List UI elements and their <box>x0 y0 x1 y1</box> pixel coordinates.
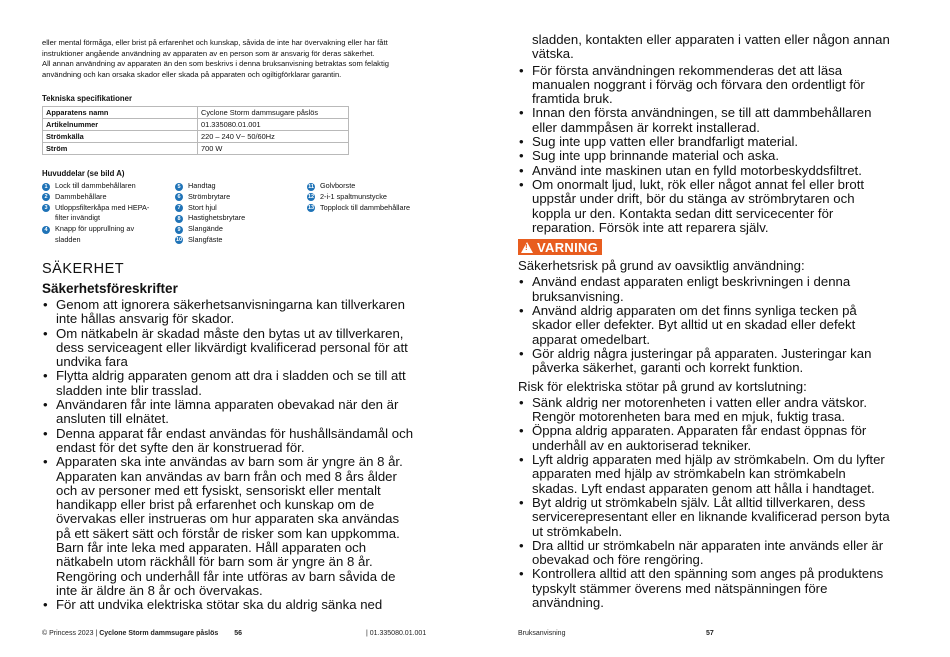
list-item-line: • Använd aldrig apparaten om det finns synliga tecken på <box>532 303 857 319</box>
part-label: Hastighetsbrytare <box>188 213 246 223</box>
number-badge: 6 <box>175 193 183 201</box>
part-label: Handtag <box>188 181 216 190</box>
right-page <box>518 33 918 610</box>
list-item <box>175 181 245 192</box>
part-label: filter invändigt <box>55 213 101 223</box>
parts-list <box>42 181 442 251</box>
list-item <box>42 181 149 192</box>
list-item-continued <box>42 213 149 224</box>
list-item-line: • Användaren får inte lämna apparaten obevakad när den är <box>56 397 399 413</box>
risk-heading: Säkerhetsrisk på grund av oavsiktlig användning: <box>518 258 805 274</box>
list-item-continued <box>42 235 149 246</box>
list-item-line: • Gör aldrig några justeringar på apparaten. Justeringar kan <box>532 345 872 361</box>
list-item-line: • Byt aldrig ut strömkabeln själv. Låt alltid tillverkaren, dess <box>532 494 866 510</box>
list-item-line: övervakas eller instrueras om hur apparaten ska användas <box>56 511 400 527</box>
number-badge: 9 <box>175 226 183 234</box>
list-item-line: ansluten till elnätet. <box>56 411 169 427</box>
number-badge: 5 <box>175 183 183 191</box>
list-item-line: • Denna apparat får endast användas för hushållsändamål och <box>56 425 414 441</box>
spec-value: 220 – 240 V~ 50/60Hz <box>198 131 349 143</box>
list-item <box>518 496 918 539</box>
list-item-line: inte hållas ansvarig för skador. <box>56 311 235 327</box>
list-item-line: • Dra alltid ur strömkabeln när apparaten inte används eller är <box>532 537 884 553</box>
list-item-line: • Sug inte upp vatten eller brandfarligt material. <box>532 134 799 150</box>
list-item <box>175 224 245 235</box>
list-item <box>518 149 918 163</box>
list-item-line: • Lyft aldrig apparaten med hjälp av strömkabeln. Om du lyfter <box>532 452 885 468</box>
list-item-line: • Innan den första användningen, se till att dammbehållaren <box>532 105 872 121</box>
list-item <box>518 424 918 453</box>
list-item <box>518 347 918 376</box>
intro-line: All annan användning av apparaten än den som beskrivs i denna bruksanvisning betraktas som felaktig <box>42 59 389 68</box>
specs-heading: Tekniska specifikationer <box>42 94 132 103</box>
list-item <box>518 106 918 135</box>
list-item-line: dess serviceagent eller likvärdigt kvalificerad personal för att <box>56 339 408 355</box>
list-item-line: servicerepresentant eller en liknande kvalificerad person byta <box>532 509 890 525</box>
spec-key: Apparatens namn <box>43 107 198 119</box>
list-item <box>307 192 410 203</box>
intro-line: eller mental förmåga, eller brist på erfarenhet och kunskap, såvida de inte har övervakning eller har fått <box>42 38 388 47</box>
list-item <box>307 203 410 214</box>
list-item-line: undvika fara <box>56 354 128 370</box>
copyright: © Princess 2023 <box>42 630 94 637</box>
intro-paragraph <box>42 38 432 80</box>
list-item-line: skadas. Lyft endast apparaten genom att hålla i handtaget. <box>532 480 875 496</box>
list-item <box>518 453 918 496</box>
number-badge: 3 <box>42 204 50 212</box>
table-row <box>43 143 349 155</box>
list-item-line: • Flytta aldrig apparaten genom att dra i sladden och se till att <box>56 368 406 384</box>
list-item-line: användning. <box>532 594 604 610</box>
part-label: Strömbrytare <box>188 191 231 201</box>
page-number: 57 <box>706 630 714 637</box>
number-badge: 2 <box>42 193 50 201</box>
list-item-line: bruksanvisning. <box>532 288 624 304</box>
list-item <box>518 164 918 178</box>
list-item-line: Apparaten kan användas av barn från och med 8 års ålder <box>56 468 397 484</box>
list-item-line: • För att undvika elektriska stötar ska du aldrig sänka ned <box>56 597 383 613</box>
list-item <box>42 224 149 235</box>
list-item-line: • För första användningen rekommenderas det att läsa <box>532 62 843 78</box>
part-label: sladden <box>55 234 81 244</box>
part-label: Slangfäste <box>188 234 223 244</box>
footer-doc: Bruksanvisning <box>518 630 566 637</box>
list-item <box>42 327 432 370</box>
text-line: sladden, kontakten eller apparaten i vatten eller någon annan <box>532 32 890 47</box>
list-item-line: och av personer med ett fysiskt, sensoriskt eller mentalt <box>56 482 381 498</box>
separator: | <box>95 630 98 637</box>
subsection-title: Säkerhetsföreskrifter <box>42 281 178 296</box>
list-item-line: inte är äldre än 8 år och övervakas. <box>56 582 263 598</box>
product-name: Cyclone Storm dammsugare påslös <box>99 630 219 637</box>
left-page <box>42 38 432 613</box>
list-item-line: Rengör motorenheten bara med en mjuk, fuktig trasa. <box>532 409 846 425</box>
list-item <box>42 298 432 327</box>
parts-column <box>42 181 149 246</box>
intro-line: instruktioner angående användning av apparaten av en person som är ansvarig för deras säkerhet. <box>42 48 375 58</box>
continued-text <box>518 33 918 62</box>
number-badge: 10 <box>175 237 183 244</box>
list-item <box>307 181 410 192</box>
part-label: Dammbehållare <box>55 191 107 201</box>
list-item <box>42 203 149 214</box>
list-item <box>518 304 918 347</box>
list-item-line: ut strömkabeln. <box>532 523 623 539</box>
list-item-line: uppstår under drift, bör du stänga av strömbrytaren och <box>532 191 855 207</box>
list-item <box>42 192 149 203</box>
parts-column <box>175 181 245 246</box>
part-label: Stort hjul <box>188 202 217 212</box>
list-item-line: Rengöring och underhåll får inte utföras av barn såvida de <box>56 568 396 584</box>
list-item-line: på ett säkert sätt och förstår de risker som kan uppkomma. <box>56 525 400 541</box>
list-item-line: • Apparaten ska inte användas av barn som är yngre än 8 år. <box>56 454 403 470</box>
spec-value: Cyclone Storm dammsugare påslös <box>198 107 349 119</box>
list-item-line: apparaten med hjälp av strömkabeln kan strömkabeln <box>532 466 846 482</box>
list-item-line: koppla ur den. Kontakta sedan ditt servicecenter för <box>532 205 834 221</box>
number-badge: 8 <box>175 215 183 223</box>
list-item-line: • Sänk aldrig ner motorenheten i vatten eller andra vätskor. <box>532 394 868 410</box>
list-item-line: • Kontrollera alltid att den spänning som anges på produktens <box>532 566 884 582</box>
list-item-line: reparation. Försök inte att reparera själv. <box>532 219 769 235</box>
list-item <box>175 235 245 246</box>
footer-left <box>42 630 242 637</box>
text-line: vätska. <box>532 46 574 62</box>
intro-line: användning och kan orsaka skador eller skada på apparaten och ogiltigförklarar garantin. <box>42 69 342 79</box>
list-item-line: • Om onormalt ljud, lukt, rök eller något annat fel eller brott <box>532 176 865 192</box>
section-title: SÄKERHET <box>42 261 125 277</box>
table-row <box>43 119 349 131</box>
list-item-line: eller dammpåsen är korrekt installerad. <box>532 119 760 135</box>
list-item <box>42 598 432 612</box>
number-badge: 1 <box>42 183 50 191</box>
footer-article: | 01.335080.01.001 <box>366 630 427 637</box>
spec-key: Strömkälla <box>43 131 198 143</box>
safety-list <box>42 298 432 613</box>
list-item <box>42 455 432 598</box>
part-label: Topplock till dammbehållare <box>320 202 411 212</box>
specs-table <box>42 106 349 155</box>
warning-label: VARNING <box>537 240 599 256</box>
list-item <box>175 192 245 203</box>
list-item-line: • Använd inte maskinen utan en fylld motorbeskyddsfiltret. <box>532 162 862 178</box>
parts-column <box>307 181 410 213</box>
spec-key: Ström <box>43 143 198 155</box>
part-label: Golvborste <box>320 181 356 190</box>
list-item-line: obevakad och före rengöring. <box>532 552 704 568</box>
safety-list <box>518 64 918 236</box>
number-badge: 11 <box>308 183 314 190</box>
list-item <box>175 203 245 214</box>
list-item-line: underhåll av en auktoriserad tekniker. <box>532 437 752 453</box>
list-item-line: • Använd endast apparaten enligt beskrivningen i denna <box>532 274 851 290</box>
list-item-line: påverka säkerhet, garanti och korrekt funktion. <box>532 360 804 376</box>
parts-heading: Huvuddelar (se bild A) <box>42 169 125 178</box>
list-item <box>518 64 918 107</box>
list-item-line: manualen noggrant i förväg och förvara den ordentligt för <box>532 76 865 92</box>
table-row <box>43 107 349 119</box>
list-item-line: typskylt stämmer överens med nätspänningen före <box>532 580 828 596</box>
list-item-line: sladden inte blir trasslad. <box>56 382 202 398</box>
spec-key: Artikelnummer <box>43 119 198 131</box>
list-item-line: Barn får inte leka med apparaten. Håll apparaten och <box>56 540 367 556</box>
list-item-line: skador eller defekter. Byt alltid ut en skadad eller defekt <box>532 317 856 333</box>
list-item-line: handikapp eller brist på erfarenhet och kunskap om de <box>56 497 375 513</box>
warning-icon <box>521 242 533 253</box>
list-item <box>518 567 918 610</box>
safety-list <box>518 275 918 375</box>
page-number: 56 <box>234 630 242 637</box>
part-label: Utloppsfilterkåpa med HEPA- <box>55 202 150 212</box>
list-item <box>518 539 918 568</box>
table-row <box>43 131 349 143</box>
safety-list <box>518 396 918 610</box>
list-item-line: • Genom att ignorera säkerhetsanvisningarna kan tillverkaren <box>56 297 405 312</box>
list-item-line: nätkabeln utom räckhåll för barn som är yngre än 8 år. <box>56 554 373 570</box>
number-badge: 12 <box>307 194 315 201</box>
risk-heading: Risk för elektriska stötar på grund av kortslutning: <box>518 378 807 394</box>
list-item-line: endast för det syfte den är konstruerad för. <box>56 439 305 455</box>
list-item <box>518 178 918 235</box>
warning-banner <box>518 239 602 255</box>
list-item <box>518 275 918 304</box>
list-item <box>518 396 918 425</box>
list-item-line: apparat omedelbart. <box>532 331 651 347</box>
spec-value: 01.335080.01.001 <box>198 119 349 131</box>
warning-mark: ! <box>525 243 528 253</box>
list-item <box>175 213 245 224</box>
part-label: Lock till dammbehållaren <box>55 181 136 190</box>
part-label: Knapp för upprullning av <box>55 224 135 234</box>
list-item <box>42 369 432 398</box>
number-badge: 13 <box>307 205 315 212</box>
list-item-line: • Sug inte upp brinnande material och aska. <box>532 148 780 164</box>
list-item-line: framtida bruk. <box>532 91 613 107</box>
part-label: 2-i-1 spaltmunstycke <box>320 191 387 201</box>
list-item-line: • Om nätkabeln är skadad måste den bytas ut av tillverkaren, <box>56 325 404 341</box>
part-label: Slangände <box>188 224 223 234</box>
spec-value: 700 W <box>198 143 349 155</box>
list-item-line: • Öppna aldrig apparaten. Apparaten får endast öppnas för <box>532 423 867 439</box>
list-item <box>42 398 432 427</box>
list-item <box>42 427 432 456</box>
number-badge: 4 <box>42 226 50 234</box>
number-badge: 7 <box>175 204 183 212</box>
list-item <box>518 135 918 149</box>
